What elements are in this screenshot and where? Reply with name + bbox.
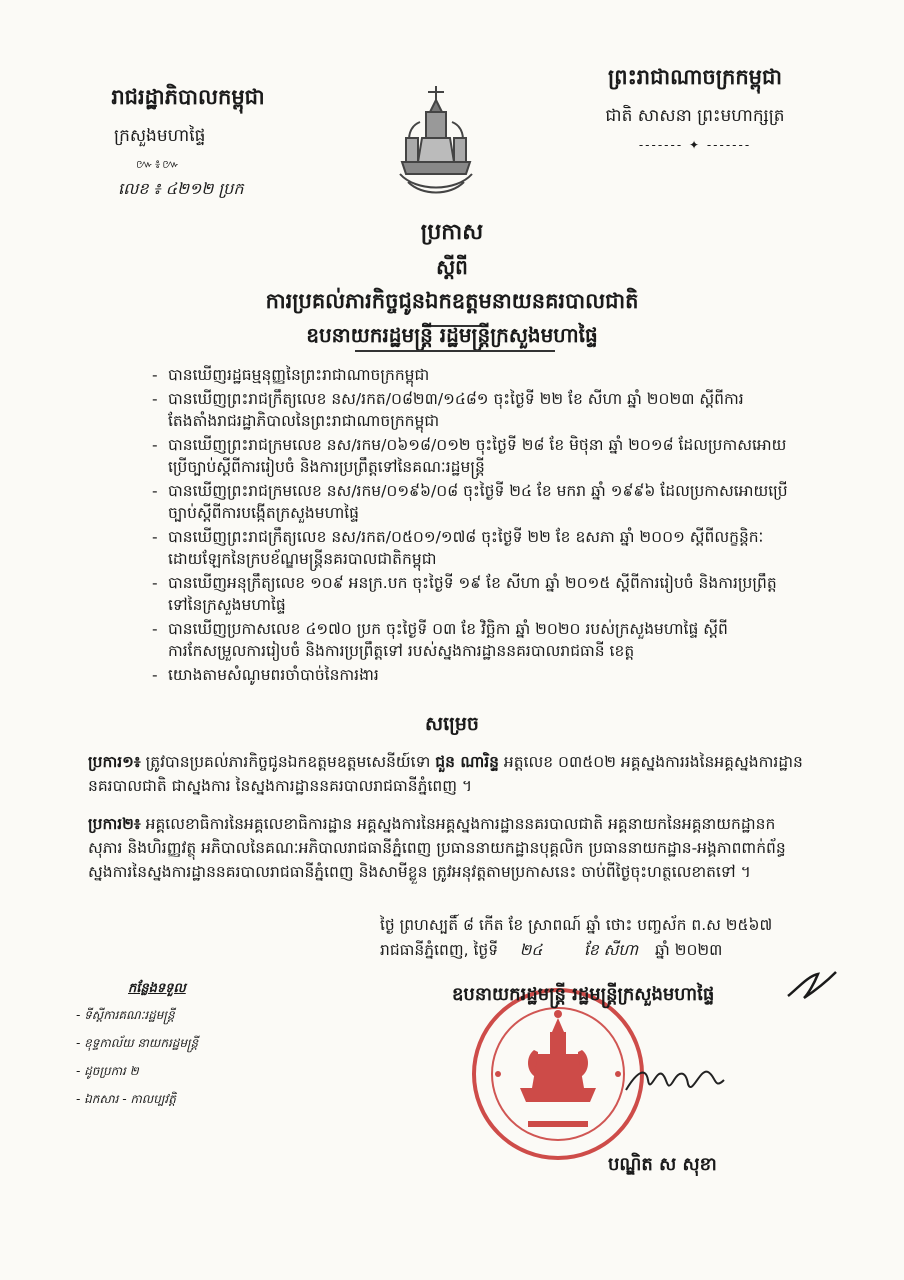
signer-title: ឧបនាយករដ្ឋមន្ត្រី រដ្ឋមន្ត្រីក្រសួងមហាផ្ទៃ	[452, 984, 715, 1005]
date-month: ខែ សីហា	[583, 941, 639, 959]
recipient-item: - ឯកសារ - កាលប្បវត្តិ	[76, 1092, 176, 1106]
list-item: - បានឃើញអនុក្រឹត្យលេខ ១០៩ អនក្រ.បក ចុះថ្ងៃទី ១៩ ខែ សីហា ឆ្នាំ ២០១៥ ស្តីពីការរៀបចំ និងការប្រព្រឹត្តទៅនៃក្រសួងមហាផ្ទៃ	[150, 572, 790, 616]
article-2	[88, 812, 808, 884]
date-year: ឆ្នាំ ២០២៣	[655, 941, 723, 959]
place-date-label: រាជធានីភ្នំពេញ, ថ្ងៃទី	[380, 941, 499, 959]
recipients-heading: កន្លែងទទួល	[128, 981, 186, 996]
kingdom-ornament: ------- ✦ -------	[638, 138, 752, 152]
article-text: អគ្គលេខាធិការនៃអគ្គលេខាធិការដ្ឋាន អគ្គស្នងការនៃអគ្គស្នងការដ្ឋាននគរបាលជាតិ អគ្គនាយកនៃអគ្គនាយកដ្ឋានកសុភារ និងហិរញ្ញវត្ថុ អភិបាលនៃគណៈអភិបាលរាជធានីភ្នំពេញ ប្រធាននាយកដ្ឋានបុគ្គលិក ប្រធាននាយកដ្ឋាន-អង្គភាពពាក់ព័ន្ធ ស្នងការនៃស្នងការដ្ឋាននគរបាលរាជធានីភ្នំពេញ និងសាមីខ្លួន ត្រូវអនុវត្តតាមប្រកាសនេះ ចាប់ពីថ្ងៃចុះហត្ថលេខាតទៅ ។	[88, 815, 786, 881]
reference-number: លេខ ៖ ៤២១២ ប្រក	[118, 179, 244, 198]
signature-mark-icon	[784, 968, 840, 1002]
list-item: - បានឃើញព្រះរាជក្រឹត្យលេខ នស/រកត/០៥០១/១៧៨ ចុះថ្ងៃទី ២២ ខែ ឧសភា ឆ្នាំ ២០០១ ស្តីពីលក្ខន្តិកៈដោយឡែកនៃក្របខ័ណ្ឌមន្ត្រីនគរបាលជាតិកម្ពុជា	[150, 526, 790, 570]
considerations-list	[150, 364, 790, 688]
list-item: - បានឃើញរដ្ឋធម្មនុញ្ញនៃព្រះរាជាណាចក្រកម្ពុជា	[150, 364, 790, 386]
issuer-title: ឧបនាយករដ្ឋមន្ត្រី រដ្ឋមន្ត្រីក្រសួងមហាផ្ទៃ	[306, 323, 598, 347]
title-about: ស្តីពី	[436, 255, 468, 279]
article-1	[88, 750, 808, 798]
list-item: - បានឃើញព្រះរាជក្រឹត្យលេខ នស/រកត/០៨២៣/១៤៨១ ចុះថ្ងៃទី ២២ ខែ សីហា ឆ្នាំ ២០២៣ ស្តីពីការតែងតាំងរាជរដ្ឋាភិបាលនៃព្រះរាជាណាចក្រកម្ពុជា	[150, 388, 790, 432]
national-motto: ជាតិ សាសនា ព្រះមហាក្សត្រ	[605, 106, 785, 126]
ministry-header	[88, 84, 348, 202]
list-item: - យោងតាមសំណូមពរចាំបាច់នៃការងារ	[150, 664, 790, 686]
royal-emblem-icon	[392, 82, 480, 200]
list-item: - បានឃើញព្រះរាជក្រមលេខ នស/រកម/០១៩៦/០៨ ចុះថ្ងៃទី ២៤ ខែ មករា ឆ្នាំ ១៩៩៦ ដែលប្រកាសអោយប្រើច្បាប់ស្តីពីការបង្កើតក្រសួងមហាផ្ទៃ	[150, 480, 790, 524]
recipient-item: - ទីស្តីការគណៈរដ្ឋមន្ត្រី	[76, 1008, 175, 1022]
ministry-ornament: ៚៖៚	[136, 157, 182, 171]
appointee-name: ជួន ណារិន្ទ	[435, 753, 499, 771]
list-item: - បានឃើញប្រកាសលេខ ៤១៧០ ប្រក ចុះថ្ងៃទី ០៣ ខែ វិច្ឆិកា ឆ្នាំ ២០២០ របស់ក្រសួងមហាផ្ទៃ ស្តីពីការកែសម្រួលការរៀបចំ និងការប្រព្រឹត្តទៅ របស់ស្នងការដ្ឋាននគរបាលរាជធានី ខេត្ត	[150, 618, 790, 662]
recipients-block	[76, 980, 316, 1119]
signer-name: បណ្ឌិត ស សុខា	[608, 1154, 717, 1175]
date-day: ២៤	[519, 941, 543, 959]
decision-heading: សម្រេច	[425, 713, 479, 735]
title-subject: ការប្រគល់ភារកិច្ចជូនឯកឧត្តមនាយនគរបាលជាតិ	[265, 289, 639, 313]
article-text-cont: អត្តលេខ ០៣៥០២ អគ្គស្នងការរងនៃអគ្គស្នងការដ្ឋាននគរបាលជាតិ ជាស្នងការ នៃស្នងការដ្ឋាននគរបាលរាជធានីភ្នំពេញ ។	[88, 753, 803, 795]
article-text: ត្រូវបានប្រគល់ភារកិច្ចជូនឯកឧត្តមឧត្តមសេនីយ៍ទោ	[145, 753, 431, 771]
recipient-item: - ខុទ្ទកាល័យ នាយករដ្ឋមន្ត្រី	[76, 1036, 199, 1050]
signature-icon	[620, 1050, 730, 1110]
document-title	[200, 218, 704, 327]
article-label: ប្រការ១៖	[88, 753, 141, 771]
kingdom-header	[570, 64, 820, 152]
list-item: - បានឃើញព្រះរាជក្រមលេខ នស/រកម/០៦១៨/០១២ ចុះថ្ងៃទី ២៨ ខែ មិថុនា ឆ្នាំ ២០១៨ ដែលប្រកាសអោយប្រើច្បាប់ស្តីពីការរៀបចំ និងការប្រព្រឹត្តទៅនៃគណៈរដ្ឋមន្ត្រី	[150, 434, 790, 478]
ministry-name: ក្រសួងមហាផ្ទៃ	[114, 126, 206, 146]
solar-date	[380, 940, 810, 963]
recipient-item: - ដូចប្រការ ២	[76, 1064, 139, 1078]
kingdom-name: ព្រះរាជាណាចក្រកម្ពុជា	[607, 65, 782, 89]
doc-type: ប្រកាស	[420, 220, 484, 245]
government-name: រាជរដ្ឋាភិបាលកម្ពុជា	[111, 85, 265, 109]
lunar-date: ថ្ងៃ ព្រហស្បតិ៍ ៨ កើត ខែ ស្រាពណ៍ ឆ្នាំ ថោះ បញ្ចស័ក ព.ស ២៥៦៧	[380, 916, 773, 934]
article-label: ប្រការ២៖	[88, 815, 141, 833]
issuer-underline	[355, 350, 555, 352]
